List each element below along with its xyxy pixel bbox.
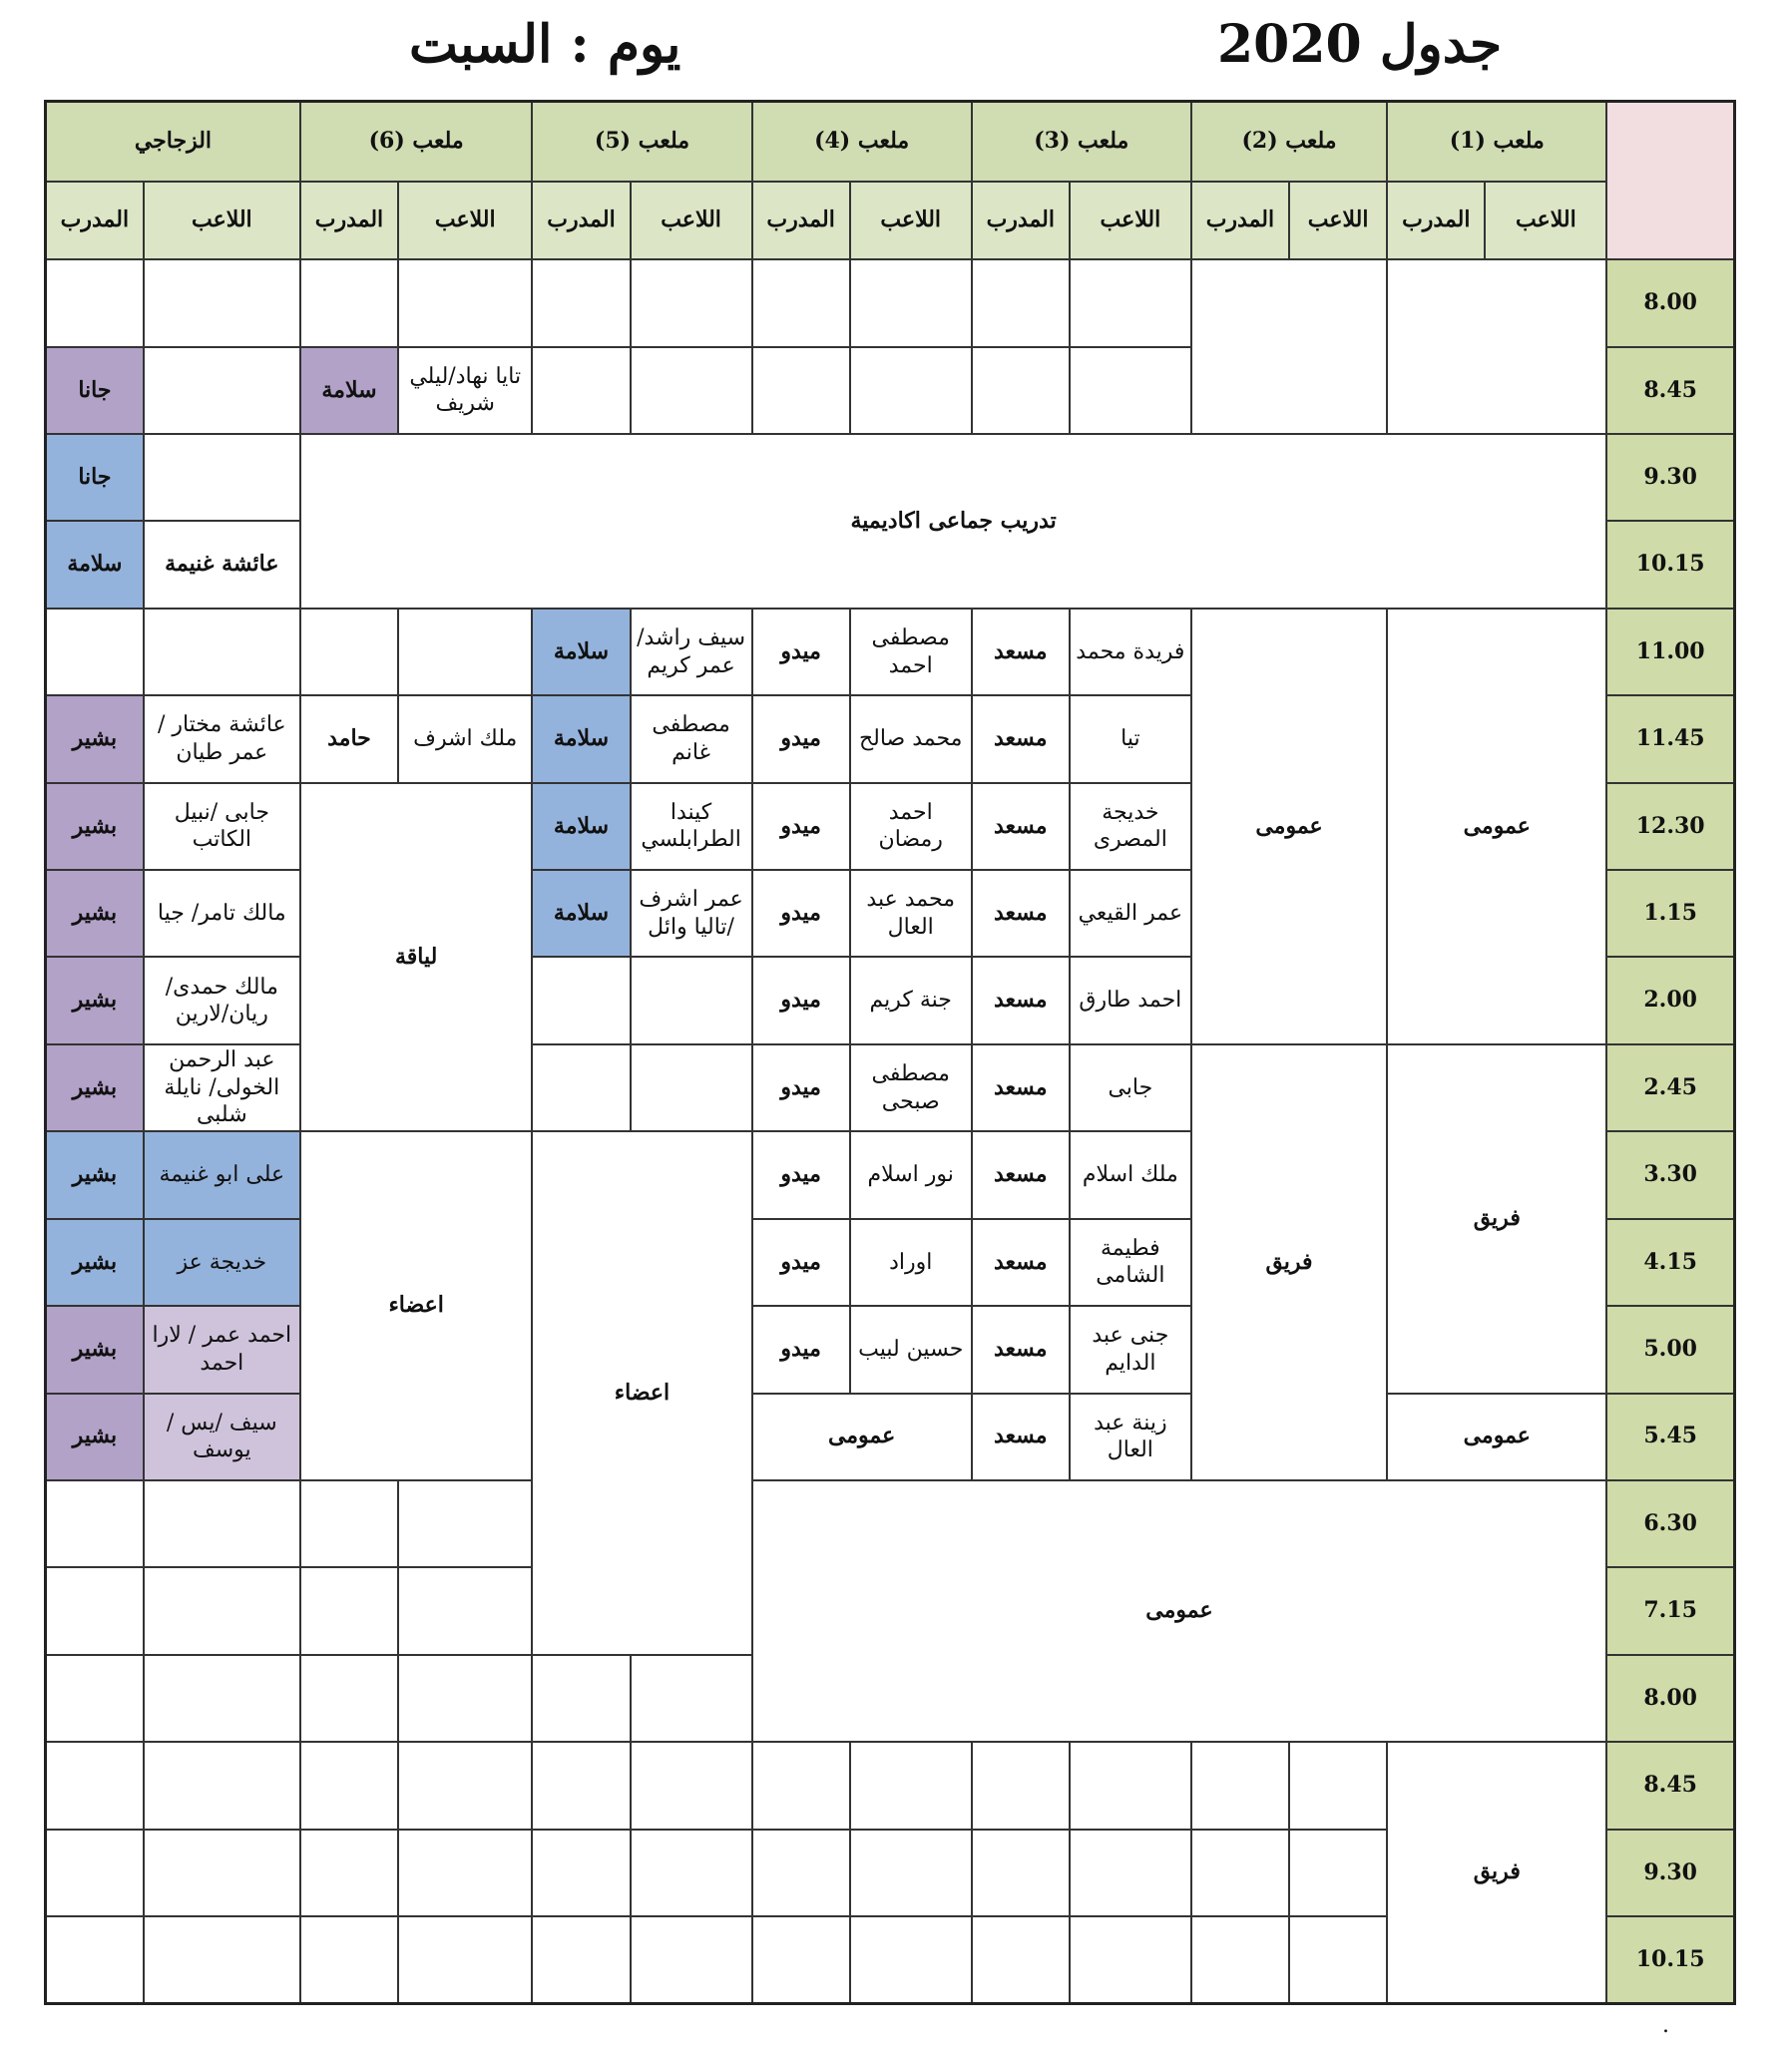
empty-cell <box>850 347 972 434</box>
empty-cell <box>631 1655 752 1742</box>
empty-cell <box>398 259 532 346</box>
empty-cell <box>631 347 752 434</box>
empty-cell <box>300 609 398 695</box>
coach-label: المدرب <box>1387 182 1485 259</box>
court5-coach-cell: سلامة <box>532 783 630 870</box>
page-schedule-title: جدول 2020 <box>1217 14 1503 75</box>
empty-cell <box>1289 1916 1387 2004</box>
glass-player-cell: عبد الرحمن الخولى/ نايلة شلبى <box>144 1044 300 1131</box>
court3-coach-cell: مسعد <box>972 609 1070 695</box>
glass-coach-cell: بشير <box>46 1394 144 1480</box>
court4-coach-cell: ميدو <box>752 783 850 870</box>
empty-cell <box>752 1742 850 1829</box>
player-label: اللاعب <box>398 182 532 259</box>
court3-player-cell: تيا <box>1070 695 1191 782</box>
time-cell: 9.30 <box>1606 1830 1734 1916</box>
empty-cell <box>631 957 752 1043</box>
empty-cell <box>46 1567 144 1654</box>
time-cell: 10.15 <box>1606 521 1734 608</box>
empty-cell <box>850 1916 972 2004</box>
court4-player-cell: اوراد <box>850 1219 972 1306</box>
court1-team-block: فريق <box>1387 1742 1606 2003</box>
court4-player-cell: حسين لبيب <box>850 1306 972 1393</box>
glass-player-cell: احمد عمر / لارا احمد <box>144 1306 300 1393</box>
time-cell: 10.15 <box>1606 1916 1734 2004</box>
coach-label: المدرب <box>752 182 850 259</box>
time-cell: 1.15 <box>1606 870 1734 957</box>
glass-player-cell: سيف /يس / يوسف <box>144 1394 300 1480</box>
time-cell: 6.30 <box>1606 1480 1734 1567</box>
empty-cell <box>532 1830 630 1916</box>
time-cell: 5.00 <box>1606 1306 1734 1393</box>
empty-cell <box>1070 1742 1191 1829</box>
empty-cell <box>1191 1916 1289 2004</box>
empty-cell <box>398 1916 532 2004</box>
time-cell: 9.30 <box>1606 434 1734 521</box>
empty-cell <box>46 1916 144 2004</box>
court3-player-cell: جنى عبد الدايم <box>1070 1306 1191 1393</box>
empty-cell <box>46 1655 144 1742</box>
empty-cell <box>850 1742 972 1829</box>
empty-cell <box>144 1742 300 1829</box>
time-cell: 2.45 <box>1606 1044 1734 1131</box>
court-header-glass: الزجاجي <box>46 102 300 182</box>
court-header-5: ملعب (5) <box>532 102 751 182</box>
empty-cell <box>631 1044 752 1131</box>
empty-cell <box>144 434 300 521</box>
court4-coach-cell: ميدو <box>752 1044 850 1131</box>
empty-cell <box>752 347 850 434</box>
court-header-3: ملعب (3) <box>972 102 1191 182</box>
empty-cell <box>1191 259 1387 434</box>
empty-cell <box>46 259 144 346</box>
court3-player-cell: جابى <box>1070 1044 1191 1131</box>
stray-mark: . <box>1662 2013 1669 2038</box>
coach-label: المدرب <box>300 182 398 259</box>
court3-coach-cell: مسعد <box>972 1219 1070 1306</box>
empty-cell <box>300 1916 398 2004</box>
empty-cell <box>532 259 630 346</box>
court4-coach-cell: ميدو <box>752 1131 850 1218</box>
glass-coach-cell: بشير <box>46 957 144 1043</box>
court3-player-cell: زينة عبد العال <box>1070 1394 1191 1480</box>
empty-cell <box>144 1655 300 1742</box>
court4-coach-cell: ميدو <box>752 695 850 782</box>
empty-cell <box>144 1830 300 1916</box>
empty-cell <box>752 1830 850 1916</box>
court-header-1: ملعب (1) <box>1387 102 1606 182</box>
court3-coach-cell: مسعد <box>972 1394 1070 1480</box>
empty-cell <box>1387 259 1606 434</box>
player-label: اللاعب <box>1289 182 1387 259</box>
empty-cell <box>752 1916 850 2004</box>
court6-player-cell: ملك اشرف <box>398 695 532 782</box>
glass-coach-cell: بشير <box>46 1044 144 1131</box>
empty-cell <box>972 259 1070 346</box>
empty-cell <box>144 259 300 346</box>
empty-cell <box>631 259 752 346</box>
time-cell: 3.30 <box>1606 1131 1734 1218</box>
time-cell: 12.30 <box>1606 783 1734 870</box>
glass-coach-cell: بشير <box>46 695 144 782</box>
glass-coach-cell: بشير <box>46 783 144 870</box>
court6-player-cell: تايا نهاد/ليلي شريف <box>398 347 532 434</box>
empty-cell <box>46 1742 144 1829</box>
empty-cell <box>398 609 532 695</box>
court3-coach-cell: مسعد <box>972 1131 1070 1218</box>
court4-player-cell: محمد عبد العال <box>850 870 972 957</box>
empty-cell <box>144 347 300 434</box>
court3-coach-cell: مسعد <box>972 1306 1070 1393</box>
empty-cell <box>972 347 1070 434</box>
time-cell: 8.00 <box>1606 1655 1734 1742</box>
court6-members-block: اعضاء <box>300 1131 533 1480</box>
empty-cell <box>144 1567 300 1654</box>
coach-label: المدرب <box>1191 182 1289 259</box>
court6-fitness-block: لياقة <box>300 783 533 1132</box>
empty-cell <box>1070 1916 1191 2004</box>
court1-general-block: عمومى <box>1387 1394 1606 1480</box>
court2-team-block: فريق <box>1191 1044 1387 1480</box>
court5-player-cell: مصطفى غانم <box>631 695 752 782</box>
glass-coach-cell: سلامة <box>46 521 144 608</box>
time-cell: 11.00 <box>1606 609 1734 695</box>
empty-cell <box>300 1567 398 1654</box>
empty-cell <box>972 1830 1070 1916</box>
player-label: اللاعب <box>631 182 752 259</box>
time-cell: 8.45 <box>1606 1742 1734 1829</box>
court1-team-block: فريق <box>1387 1044 1606 1394</box>
court4-player-cell: محمد صالح <box>850 695 972 782</box>
court2-general-block: عمومى <box>1191 609 1387 1044</box>
empty-cell <box>532 957 630 1043</box>
court-header-2: ملعب (2) <box>1191 102 1387 182</box>
court4-coach-cell: ميدو <box>752 870 850 957</box>
empty-cell <box>300 1742 398 1829</box>
court4-coach-cell: ميدو <box>752 609 850 695</box>
empty-cell <box>532 1044 630 1131</box>
empty-cell <box>1191 1742 1289 1829</box>
glass-player-cell: عائشة غنيمة <box>144 521 300 608</box>
time-cell: 5.45 <box>1606 1394 1734 1480</box>
empty-cell <box>300 1830 398 1916</box>
empty-cell <box>398 1830 532 1916</box>
court5-player-cell: عمر اشرف /تاليا وائل <box>631 870 752 957</box>
court3-player-cell: فطيمة الشامى <box>1070 1219 1191 1306</box>
empty-cell <box>631 1916 752 2004</box>
court4-player-cell: مصطفى صبحى <box>850 1044 972 1131</box>
empty-cell <box>850 1830 972 1916</box>
general-evening-block: عمومى <box>752 1480 1607 1742</box>
court4-player-cell: مصطفى احمد <box>850 609 972 695</box>
empty-cell <box>972 1742 1070 1829</box>
glass-coach-cell: بشير <box>46 1306 144 1393</box>
glass-player-cell: على ابو غنيمة <box>144 1131 300 1218</box>
court4-coach-cell: ميدو <box>752 957 850 1043</box>
page-day-title: يوم : السبت <box>409 14 681 75</box>
coach-label: المدرب <box>532 182 630 259</box>
player-label: اللاعب <box>850 182 972 259</box>
court-header-4: ملعب (4) <box>752 102 972 182</box>
court6-coach-cell: حامد <box>300 695 398 782</box>
glass-coach-cell: جانا <box>46 434 144 521</box>
court4-general-block: عمومى <box>752 1394 972 1480</box>
glass-coach-cell: بشير <box>46 1131 144 1218</box>
player-label: اللاعب <box>1485 182 1606 259</box>
schedule-table <box>44 100 1736 2005</box>
court3-coach-cell: مسعد <box>972 1044 1070 1131</box>
court3-player-cell: ملك اسلام <box>1070 1131 1191 1218</box>
empty-cell <box>144 609 300 695</box>
court5-player-cell: سيف راشد/عمر كريم <box>631 609 752 695</box>
court3-coach-cell: مسعد <box>972 957 1070 1043</box>
empty-cell <box>1289 1742 1387 1829</box>
glass-player-cell: مالك تامر/ جيا <box>144 870 300 957</box>
glass-coach-cell: جانا <box>46 347 144 434</box>
empty-cell <box>300 1655 398 1742</box>
time-cell: 4.15 <box>1606 1219 1734 1306</box>
empty-cell <box>532 1742 630 1829</box>
empty-cell <box>144 1916 300 2004</box>
glass-player-cell: مالك حمدى/ ريان/لارين <box>144 957 300 1043</box>
academy-group-training-block: تدريب جماعى اكاديمية <box>300 434 1606 609</box>
empty-cell <box>398 1742 532 1829</box>
corner-cell <box>1606 102 1734 260</box>
time-cell: 2.00 <box>1606 957 1734 1043</box>
coach-label: المدرب <box>972 182 1070 259</box>
empty-cell <box>398 1480 532 1567</box>
empty-cell <box>398 1655 532 1742</box>
court4-player-cell: جنة كريم <box>850 957 972 1043</box>
empty-cell <box>752 259 850 346</box>
time-cell: 8.45 <box>1606 347 1734 434</box>
time-cell: 7.15 <box>1606 1567 1734 1654</box>
court4-player-cell: احمد رمضان <box>850 783 972 870</box>
court4-coach-cell: ميدو <box>752 1219 850 1306</box>
court3-coach-cell: مسعد <box>972 783 1070 870</box>
empty-cell <box>398 1567 532 1654</box>
glass-player-cell: جابى /نبيل الكاتب <box>144 783 300 870</box>
empty-cell <box>532 1916 630 2004</box>
court-header-6: ملعب (6) <box>300 102 533 182</box>
court5-player-cell: كيندا الطرابلسي <box>631 783 752 870</box>
empty-cell <box>1070 1830 1191 1916</box>
court3-player-cell: عمر القيعي <box>1070 870 1191 957</box>
coach-label: المدرب <box>46 182 144 259</box>
empty-cell <box>1070 347 1191 434</box>
court3-coach-cell: مسعد <box>972 695 1070 782</box>
court4-player-cell: نور اسلام <box>850 1131 972 1218</box>
empty-cell <box>1289 1830 1387 1916</box>
empty-cell <box>972 1916 1070 2004</box>
court3-player-cell: فريدة محمد <box>1070 609 1191 695</box>
glass-coach-cell: بشير <box>46 870 144 957</box>
court3-player-cell: خديجة المصرى <box>1070 783 1191 870</box>
empty-cell <box>532 347 630 434</box>
player-label: اللاعب <box>144 182 300 259</box>
court5-coach-cell: سلامة <box>532 870 630 957</box>
empty-cell <box>1191 1830 1289 1916</box>
court3-coach-cell: مسعد <box>972 870 1070 957</box>
court4-coach-cell: ميدو <box>752 1306 850 1393</box>
empty-cell <box>46 1480 144 1567</box>
time-cell: 11.45 <box>1606 695 1734 782</box>
empty-cell <box>1070 259 1191 346</box>
court3-player-cell: احمد طارق <box>1070 957 1191 1043</box>
empty-cell <box>144 1480 300 1567</box>
court1-general-block: عمومى <box>1387 609 1606 1044</box>
empty-cell <box>300 1480 398 1567</box>
empty-cell <box>532 1655 630 1742</box>
court5-coach-cell: سلامة <box>532 695 630 782</box>
empty-cell <box>46 1830 144 1916</box>
empty-cell <box>850 259 972 346</box>
time-cell: 8.00 <box>1606 259 1734 346</box>
court5-coach-cell: سلامة <box>532 609 630 695</box>
empty-cell <box>46 609 144 695</box>
player-label: اللاعب <box>1070 182 1191 259</box>
court6-coach-cell: سلامة <box>300 347 398 434</box>
glass-player-cell: عائشة مختار /عمر طيان <box>144 695 300 782</box>
glass-coach-cell: بشير <box>46 1219 144 1306</box>
empty-cell <box>300 259 398 346</box>
court5-members-block: اعضاء <box>532 1131 751 1654</box>
glass-player-cell: خديجة عز <box>144 1219 300 1306</box>
empty-cell <box>631 1742 752 1829</box>
empty-cell <box>631 1830 752 1916</box>
